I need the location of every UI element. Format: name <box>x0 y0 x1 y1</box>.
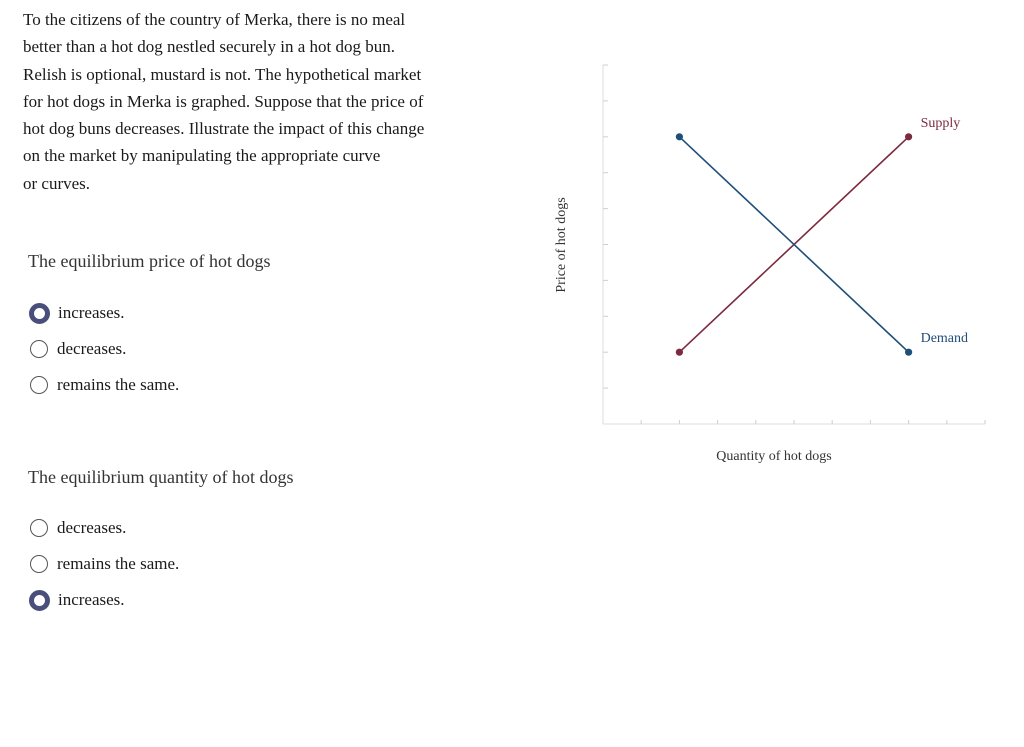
demand-handle[interactable] <box>676 133 683 140</box>
demand-label: Demand <box>920 331 969 347</box>
radio-button[interactable] <box>30 340 48 358</box>
supply-label: Supply <box>920 115 961 131</box>
question-line: Relish is optional, mustard is not. The hypothetical market <box>23 64 422 84</box>
quantity-option-label: remains the same. <box>57 554 180 573</box>
question-line: hot dog buns decreases. Illustrate the impact of this change <box>23 119 425 139</box>
quantity-option-label: increases. <box>58 590 125 609</box>
supply-handle[interactable] <box>676 349 683 356</box>
price-option-label: increases. <box>58 303 125 322</box>
question-line: To the citizens of the country of Merka, there is no meal <box>23 10 406 29</box>
quantity-options <box>30 510 179 618</box>
supply-demand-graph[interactable] <box>540 55 1000 475</box>
price-option-label: remains the same. <box>57 375 180 394</box>
question-line: on the market by manipulating the appropriate curve <box>23 146 381 166</box>
quantity-option-label: decreases. <box>57 518 127 537</box>
radio-button[interactable] <box>30 376 48 394</box>
quantity-option[interactable] <box>30 546 179 582</box>
supply-handle[interactable] <box>905 133 912 140</box>
quantity-option[interactable] <box>30 510 179 546</box>
price-option[interactable] <box>30 295 179 331</box>
quantity-question-label: The equilibrium quantity of hot dogs <box>28 467 294 487</box>
price-options <box>30 295 179 403</box>
question-text <box>23 6 493 197</box>
radio-button[interactable] <box>30 555 48 573</box>
radio-button[interactable] <box>29 590 50 611</box>
demand-handle[interactable] <box>905 349 912 356</box>
radio-button[interactable] <box>29 303 50 324</box>
price-question-label: The equilibrium price of hot dogs <box>28 251 271 271</box>
price-option[interactable] <box>30 367 179 403</box>
quantity-option[interactable] <box>30 582 179 618</box>
price-option[interactable] <box>30 331 179 367</box>
radio-button[interactable] <box>30 519 48 537</box>
curves[interactable] <box>676 116 968 356</box>
price-option-label: decreases. <box>57 339 127 358</box>
question-line: for hot dogs in Merka is graphed. Suppose that the price of <box>23 91 424 111</box>
x-axis-label: Quantity of hot dogs <box>716 449 832 464</box>
question-line: better than a hot dog nestled securely in a hot dog bun. <box>23 37 396 57</box>
question-line: or curves. <box>23 173 91 193</box>
y-axis-label: Price of hot dogs <box>554 197 569 293</box>
